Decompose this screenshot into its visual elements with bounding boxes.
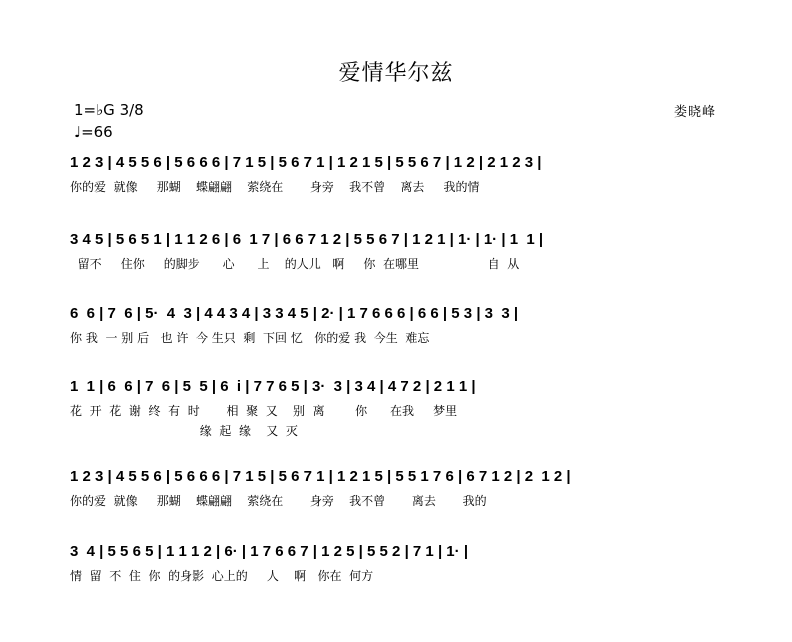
notes-line-3: 6 6 | 7 6 | 5· 4 3 | 4 4 3 4 | 3 3 4 5 | 2· | 1 7 6 6 6 | 6 6 | 5 3 | 3 3 |: [70, 304, 519, 322]
lyrics-line-4: 花 开 花 谢 终 有 时 相 聚 又 别 离 你 在我 梦里: [70, 404, 458, 418]
lyrics-line-3: 你 我 一 别 后 也 许 今 生只 剩 下回 忆 你的爱 我 今生 难忘: [70, 331, 430, 345]
notes-line-1: 1 2 3 | 4 5 5 6 | 5 6 6 6 | 7 1 5 | 5 6 7 1 | 1 2 1 5 | 5 5 6 7 | 1 2 | 2 1 2 3 |: [70, 153, 542, 171]
staff-line-1: [70, 148, 720, 218]
staff-line-5: [70, 462, 720, 532]
staff-line-3: [70, 299, 720, 369]
lyrics-line-1: 你的爱 就像 那蝴 蝶翩翩 萦绕在 身旁 我不曾 离去 我的情: [70, 180, 480, 194]
staff-line-6: [70, 537, 720, 607]
song-title: 爱情华尔兹: [338, 61, 454, 86]
lyrics-line-2: 留不 住你 的脚步 心 上 的人儿 啊 你 在哪里 自 从: [70, 257, 520, 271]
staff-line-4: [70, 372, 720, 442]
staff-line-2: [70, 225, 720, 295]
lyrics-line-5: 你的爱 就像 那蝴 蝶翩翩 萦绕在 身旁 我不曾 离去 我的: [70, 494, 487, 508]
notes-line-6: 3 4 | 5 5 6 5 | 1 1 1 2 | 6· | 1 7 6 6 7 | 1 2 5 | 5 5 2 | 7 1 | 1· |: [70, 542, 469, 560]
lyrics-line-6: 情 留 不 住 你 的身影 心上的 人 啊 你在 何方: [70, 569, 374, 583]
key-signature: 1=♭G 3/8: [74, 101, 144, 119]
tempo-marking: ♩=66: [74, 123, 113, 141]
lyrics-line-4-alt: 缘 起 缘 又 灭: [70, 424, 298, 438]
composer-name: 娄晓峰: [673, 105, 716, 120]
notes-line-4: 1 1 | 6 6 | 7 6 | 5 5 | 6 i | 7 7 6 5 | 3· 3 | 3 4 | 4 7 2 | 2 1 1 |: [70, 377, 476, 395]
notes-line-2: 3 4 5 | 5 6 5 1 | 1 1 2 6 | 6 1 7 | 6 6 7 1 2 | 5 5 6 7 | 1 2 1 | 1· | 1· | 1 1 |: [70, 230, 544, 248]
notes-line-5: 1 2 3 | 4 5 5 6 | 5 6 6 6 | 7 1 5 | 5 6 7 1 | 1 2 1 5 | 5 5 1 7 6 | 6 7 1 2 | 2 1 2 |: [70, 467, 571, 485]
